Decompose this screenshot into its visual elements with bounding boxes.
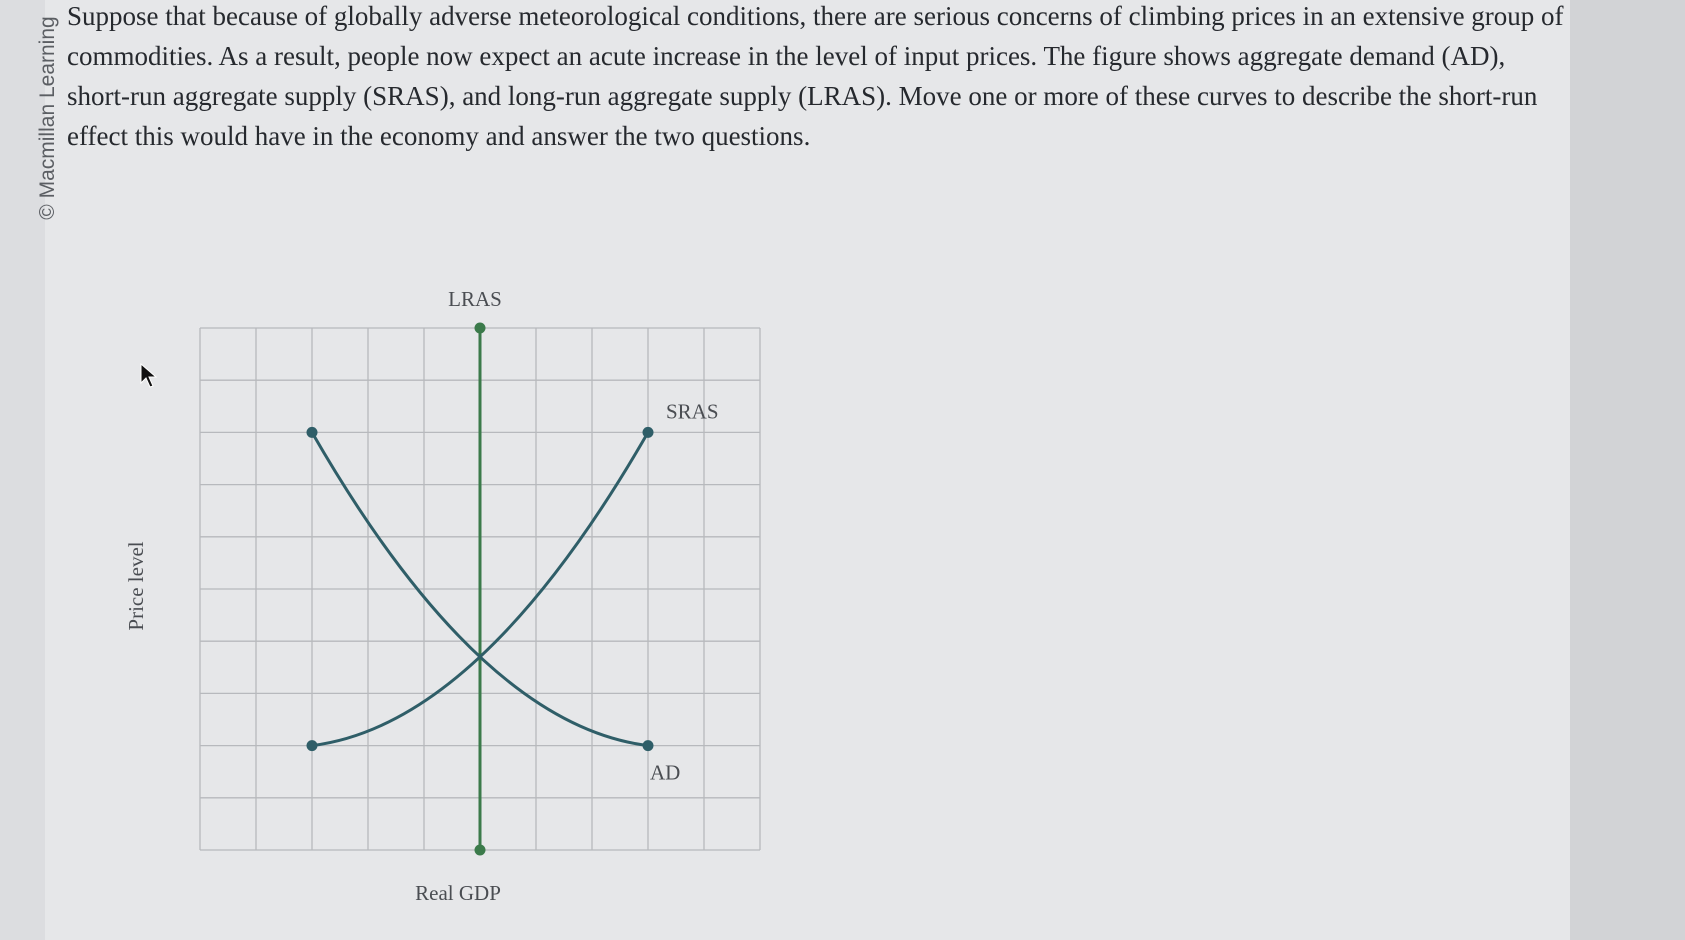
mouse-pointer-icon xyxy=(140,363,158,394)
lras-endpoint-end[interactable] xyxy=(475,323,486,334)
sras-label: SRAS xyxy=(666,399,719,424)
ad-label: AD xyxy=(650,760,681,785)
sras-endpoint-end[interactable] xyxy=(643,427,654,438)
x-axis-label: Real GDP xyxy=(415,881,501,905)
lras-endpoint-start[interactable] xyxy=(475,845,486,856)
copyright-text: © Macmillan Learning xyxy=(36,16,59,220)
sras-endpoint-start[interactable] xyxy=(307,740,318,751)
question-text: Suppose that because of globally adverse meteorological conditions, there are serious concerns of climbing prices in an extensive group of commodities. As a result, people now expect an acute increase in the level of input prices. The figure shows aggregate demand (AD), short-run aggregate supply (SRAS), and long-run aggregate supply (LRAS). Move one or more of these curves to describe the short-run effect this would have in the economy and answer the two questions. xyxy=(67,1,1564,151)
lras-label: LRAS xyxy=(448,287,502,311)
ad-endpoint-end[interactable] xyxy=(643,740,654,751)
y-axis-label: Price level xyxy=(124,541,148,631)
ad-endpoint-start[interactable] xyxy=(307,427,318,438)
